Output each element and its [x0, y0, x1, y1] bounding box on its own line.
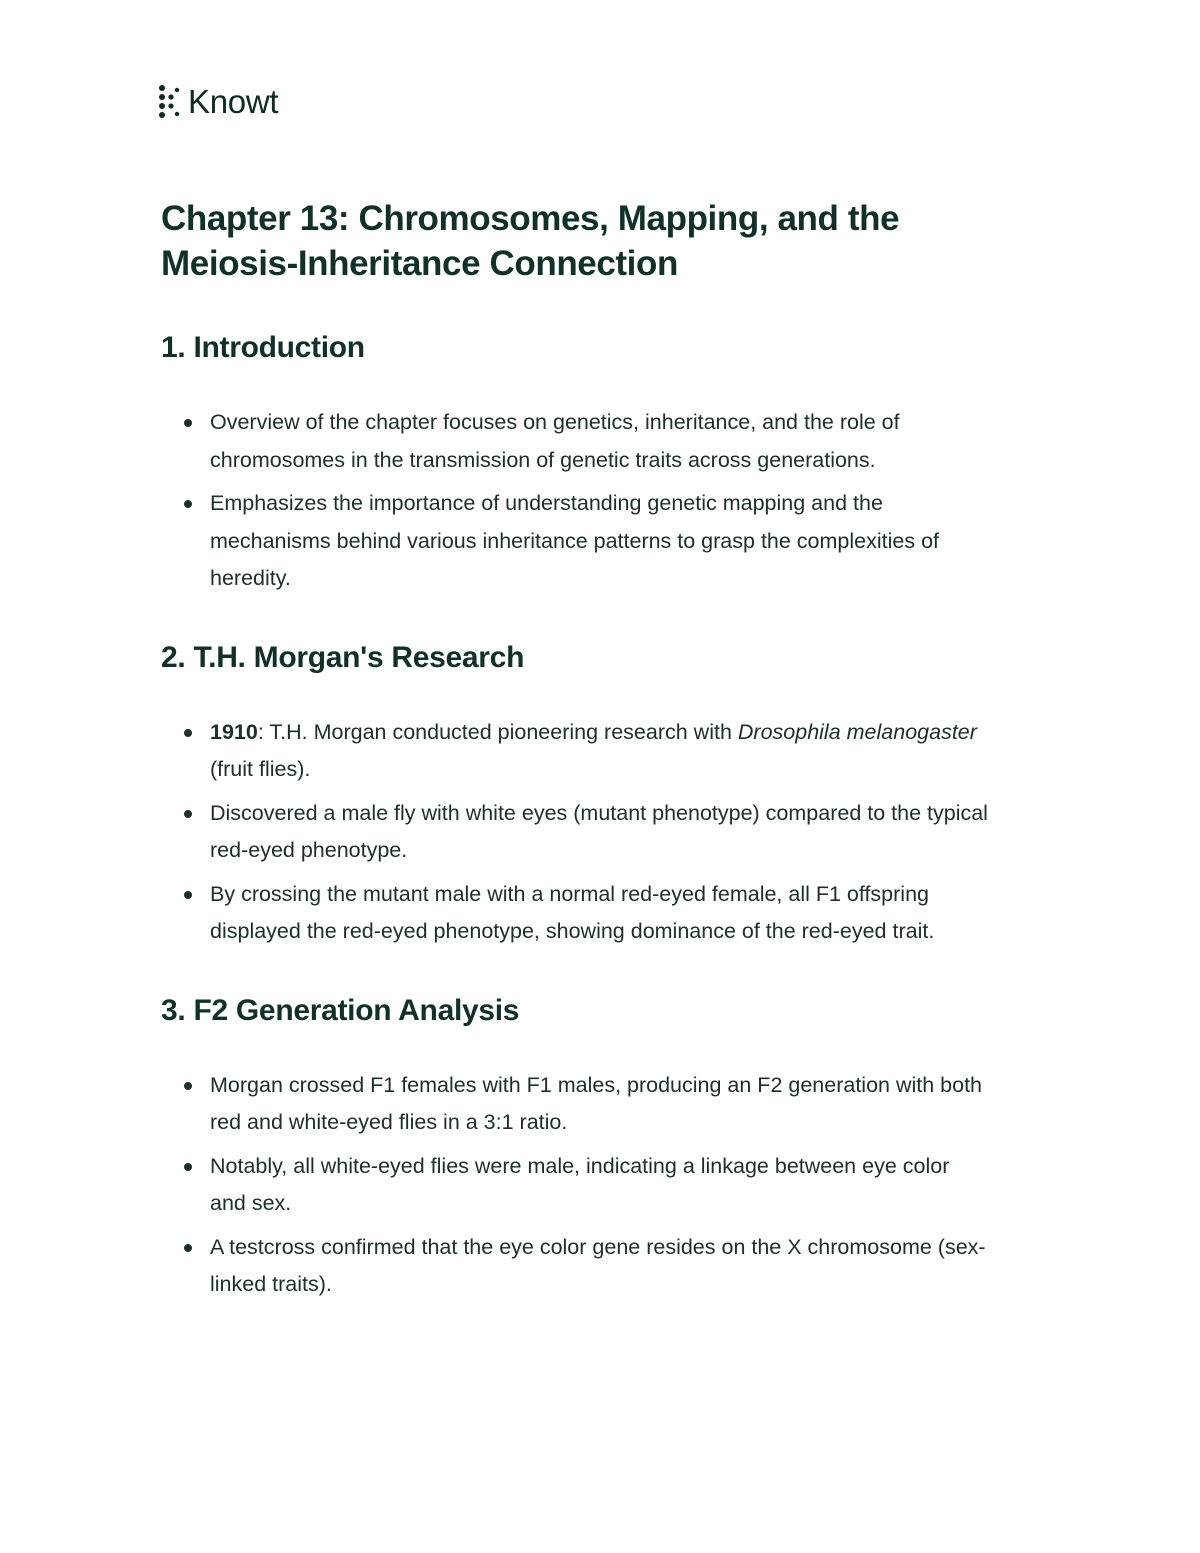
knowt-logo: [158, 82, 278, 122]
list-item-text: Morgan crossed F1 females with F1 males, producing an F2 generation with both red and white-eyed flies in a 3:1 ratio.: [210, 1072, 983, 1134]
list-item: [161, 876, 991, 951]
logo-wordmark: Knowt: [188, 83, 279, 120]
knowt-logo-icon: [158, 84, 180, 120]
list-item-text: Discovered a male fly with white eyes (mutant phenotype) compared to the typical red-eyed phenotype.: [210, 800, 988, 862]
section-heading-f2-analysis: 3. F2 Generation Analysis: [161, 993, 520, 1027]
bullet-dot-icon: [184, 500, 192, 508]
list-item-year: 1910: [210, 719, 258, 744]
list-item: [161, 1067, 991, 1142]
list-item: [161, 714, 991, 789]
section-heading-morgan-research: 2. T.H. Morgan's Research: [161, 640, 525, 674]
bullet-dot-icon: [184, 1244, 192, 1252]
list-item-text: By crossing the mutant male with a normal red-eyed female, all F1 offspring displayed the red-eyed phenotype, showing dominance of the red-eyed trait.: [210, 881, 935, 943]
document-content: [161, 196, 991, 1310]
document-title: Chapter 13: Chromosomes, Mapping, and the Meiosis-Inheritance Connection: [161, 199, 900, 283]
list-item-text: A testcross confirmed that the eye color gene resides on the X chromosome (sex-linked traits).: [210, 1234, 986, 1296]
list-item: [161, 404, 991, 479]
list-item-text: : T.H. Morgan conducted pioneering research with: [257, 719, 738, 744]
list-item: [161, 795, 991, 870]
list-item-text: Notably, all white-eyed flies were male, indicating a linkage between eye color and sex.: [210, 1153, 950, 1215]
bullet-dot-icon: [184, 810, 192, 818]
bullet-dot-icon: [184, 1082, 192, 1090]
species-name: Drosophila melanogaster: [737, 719, 977, 744]
list-item-text-end: (fruit flies).: [210, 757, 311, 781]
bullet-dot-icon: [184, 891, 192, 899]
bullet-list-f2-analysis: [161, 1067, 991, 1304]
bullet-dot-icon: [184, 1163, 192, 1171]
section-heading-introduction: 1. Introduction: [161, 331, 365, 364]
bullet-dot-icon: [184, 419, 192, 427]
list-item: [161, 1148, 991, 1223]
list-item: [161, 1229, 991, 1304]
list-item-text: Overview of the chapter focuses on genetics, inheritance, and the role of chromosomes in the transmission of genetic traits across generations.: [210, 410, 900, 472]
list-item: [161, 485, 991, 598]
bullet-list-morgan-research: [161, 714, 991, 951]
list-item-text: Emphasizes the importance of understanding genetic mapping and the mechanisms behind various inheritance patterns to grasp the complexities of heredity.: [210, 491, 939, 590]
bullet-dot-icon: [184, 729, 192, 737]
bullet-list-introduction: [161, 404, 991, 598]
